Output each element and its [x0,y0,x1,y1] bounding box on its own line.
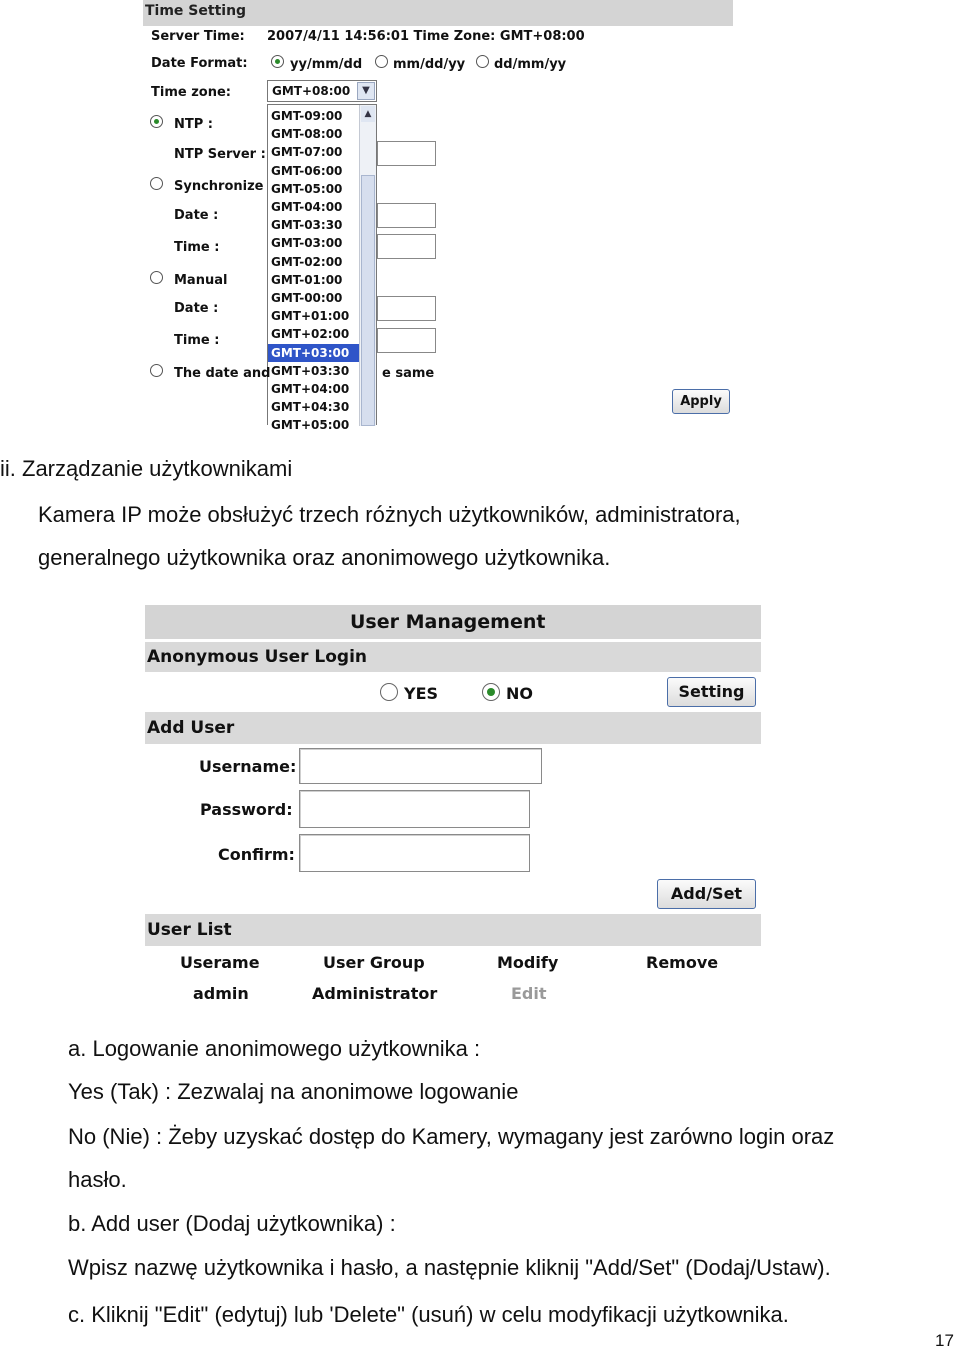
time-zone-option[interactable]: GMT+04:00 [271,382,350,396]
time-zone-option[interactable]: GMT-07:00 [271,145,343,160]
synchronize-radio[interactable] [150,177,163,190]
add-user-label: Add User [147,718,235,738]
time-zone-option[interactable]: GMT-06:00 [271,163,343,178]
ntp-radio[interactable] [150,115,163,128]
anonymous-no-radio[interactable] [482,683,500,701]
note-a-yes: Yes (Tak) : Zezwalaj na anonimowe logowanie [68,1079,519,1104]
column-header-username: Userame [180,953,260,972]
time-setting-title: Time Setting [145,3,247,19]
note-a-no-line-1: No (Nie) : Żeby uzyskać dostęp do Kamery, wymagany jest zarówno login oraz [68,1124,835,1149]
password-input[interactable] [299,790,530,828]
chevron-down-icon[interactable]: ▼ [357,82,375,100]
confirm-input[interactable] [299,834,530,872]
anonymous-login-bar [145,642,761,672]
same-as-pc-label-right: e same [382,366,435,381]
time-zone-option[interactable]: GMT-01:00 [271,272,343,287]
user-management-header [145,605,761,639]
server-time-label: Server Time: [151,29,245,44]
date-format-option: yy/mm/dd [290,57,363,72]
ntp-label: NTP : [174,117,213,132]
time-zone-option[interactable]: GMT+01:00 [271,309,350,324]
manual-date-input[interactable] [377,296,436,321]
anonymous-no-label: NO [506,684,533,703]
confirm-label: Confirm: [218,845,295,864]
add-user-bar [145,712,761,744]
time-zone-option[interactable]: GMT-00:00 [271,291,343,305]
time-zone-option[interactable]: GMT+03:00 [268,344,360,362]
manual-label: Manual [174,273,228,288]
time-zone-option[interactable]: GMT-02:00 [271,254,343,269]
time-zone-option[interactable]: GMT+03:30 [271,363,350,378]
note-b-title: b. Add user (Dodaj użytkownika) : [68,1211,396,1236]
scroll-up-icon[interactable]: ▲ [361,106,375,122]
synchronize-label: Synchronize [174,179,264,194]
anonymous-yes-label: YES [404,684,439,703]
table-cell-username: admin [193,984,249,1003]
time-zone-option[interactable]: GMT+05:00 [271,418,350,433]
time-setting-panel [143,0,733,433]
sync-time-input[interactable] [377,234,436,259]
time-zone-selected: GMT+08:00 [272,84,351,98]
note-c-text: c. Kliknij "Edit" (edytuj) lub 'Delete" (usuń) w celu modyfikacji użytkownika. [68,1302,789,1327]
time-zone-option[interactable]: GMT-04:00 [271,200,343,214]
password-label: Password: [200,800,293,819]
manual-date-label: Date : [174,301,219,316]
date-format-radio-yymmdd[interactable] [271,55,284,68]
manual-time-label: Time : [174,333,220,348]
same-as-pc-label-left: The date and [174,366,271,381]
time-zone-select[interactable] [267,80,377,102]
time-zone-option[interactable]: GMT-09:00 [271,109,343,123]
time-setting-header [143,0,733,26]
edit-link[interactable]: Edit [511,984,547,1003]
time-zone-option[interactable]: GMT-08:00 [271,127,343,142]
same-as-pc-radio[interactable] [150,364,163,377]
time-zone-option[interactable]: GMT+02:00 [271,327,350,342]
note-a-no-line-2: hasło. [68,1167,127,1192]
user-list-bar [145,914,761,946]
anonymous-login-label: Anonymous User Login [147,647,368,667]
intro-line-2: generalnego użytkownika oraz anonimowego użytkownika. [38,545,611,570]
column-header-user-group: User Group [323,953,425,972]
note-a-title: a. Logowanie anonimowego użytkownika : [68,1036,481,1061]
date-format-option: dd/mm/yy [494,57,567,72]
manual-time-input[interactable] [377,328,436,353]
date-format-radio-mmddyy[interactable] [375,55,388,68]
note-b-text: Wpisz nazwę użytkownika i hasło, a następnie kliknij "Add/Set" (Dodaj/Ustaw). [68,1255,831,1280]
anonymous-yes-radio[interactable] [380,683,398,701]
time-zone-dropdown-list[interactable] [267,104,377,433]
add-set-button[interactable] [657,879,756,909]
manual-radio[interactable] [150,271,163,284]
apply-button[interactable] [672,389,730,414]
user-management-panel [145,605,761,1015]
time-zone-option[interactable]: GMT+04:30 [271,400,350,415]
apply-button-label: Apply [680,394,722,409]
sync-time-label: Time : [174,240,220,255]
section-heading: ii. Zarządzanie użytkownikami [0,456,293,481]
username-label: Username: [199,757,297,776]
date-format-label: Date Format: [151,56,248,71]
date-format-radio-ddmmyy[interactable] [476,55,489,68]
username-input[interactable] [299,748,542,784]
scrollbar-thumb[interactable] [361,175,375,426]
page-number: 17 [935,1331,954,1350]
time-zone-option[interactable]: GMT-03:30 [271,218,343,233]
column-header-remove: Remove [646,953,719,972]
column-header-modify: Modify [497,953,559,972]
user-list-label: User List [147,920,232,940]
add-set-button-label: Add/Set [670,884,743,903]
setting-button[interactable] [667,677,756,707]
time-zone-label: Time zone: [151,85,231,100]
dropdown-scrollbar[interactable] [359,105,376,426]
ntp-server-input[interactable] [377,141,436,166]
intro-line-1: Kamera IP może obsłużyć trzech różnych użytkowników, administratora, [38,502,741,527]
sync-date-input[interactable] [377,203,436,228]
time-zone-option[interactable]: GMT-03:00 [271,236,343,251]
date-format-option: mm/dd/yy [393,57,466,72]
time-zone-option[interactable]: GMT-05:00 [271,181,343,196]
sync-date-label: Date : [174,208,219,223]
user-management-title: User Management [350,611,546,633]
server-time-value: 2007/4/11 14:56:01 Time Zone: GMT+08:00 [267,29,585,44]
ntp-server-label: NTP Server : [174,147,266,162]
setting-button-label: Setting [678,682,745,701]
table-cell-group: Administrator [312,984,438,1003]
